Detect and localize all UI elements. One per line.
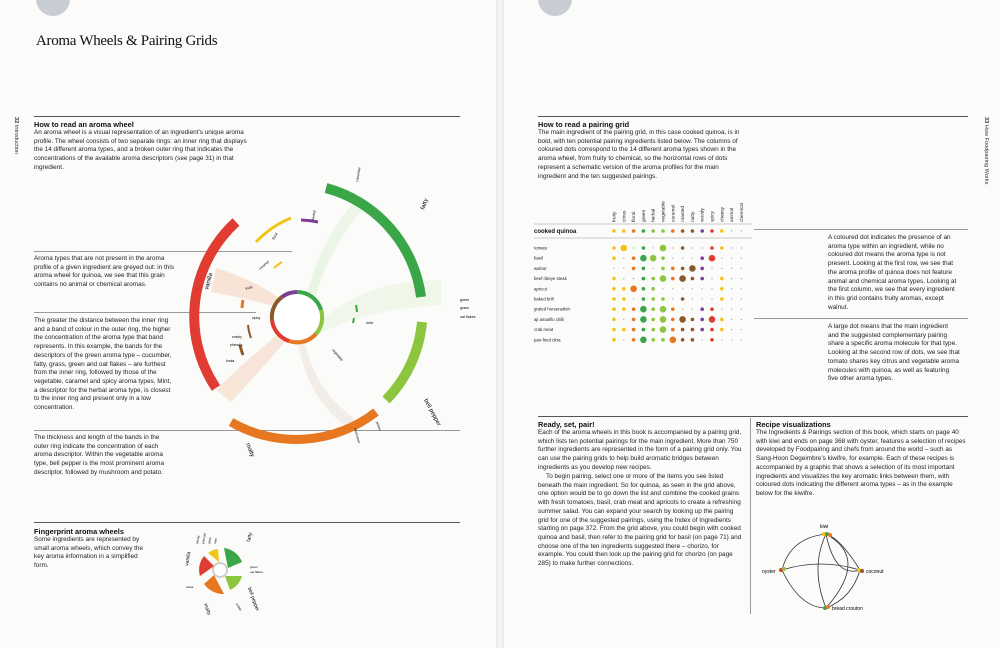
- left-page: [0, 0, 496, 648]
- grid-dot: [679, 275, 686, 282]
- grid-column-header: herbal: [651, 208, 657, 222]
- grid-dot: [691, 229, 695, 233]
- grid-row-label: walnut: [534, 265, 547, 271]
- grid-dot: [741, 268, 742, 269]
- grid-dot: [741, 288, 742, 289]
- grid-dot: [731, 268, 732, 269]
- grid-dot: [660, 316, 667, 323]
- label-phenolic: phenolic: [230, 343, 243, 347]
- grid-dot: [623, 339, 624, 340]
- grid-dot: [741, 329, 742, 330]
- grid-dot: [633, 247, 634, 248]
- grid-dot: [661, 267, 665, 271]
- grid-dot: [681, 297, 685, 301]
- how-grid-body: The main ingredient of the pairing grid, in this case cooked quinoa, is in bold, with ten potential pairing ingredients listed below. The columns of coloured dots correspond to the 14 different aroma types shown in the aroma wheel, from fruity to chemical, so the horizontal rows of dots represent a schematic version of the aroma profiles for the main ingredient and the ten suggested pairings.: [538, 129, 740, 180]
- how-wheel-heading: How to read an aroma wheel: [34, 120, 134, 129]
- grid-dot: [710, 246, 714, 250]
- grid-dot: [621, 245, 628, 252]
- node-bread-crouton: bread crouton: [832, 606, 863, 612]
- label-herbal: herbal: [311, 210, 317, 221]
- grid-dot: [653, 247, 654, 248]
- grid-dot: [720, 328, 724, 332]
- grid-dot: [622, 287, 626, 291]
- grid-dot: [682, 258, 683, 259]
- label-mushroom: mushroom: [353, 427, 362, 444]
- column-divider: [750, 418, 751, 614]
- grid-dot: [672, 247, 673, 248]
- grid-dot: [671, 277, 675, 281]
- inner-ring: [272, 292, 322, 342]
- label-tonka: tonka: [226, 359, 235, 363]
- grid-dot: [692, 298, 693, 299]
- grid-dot: [741, 247, 742, 248]
- grid-dot: [691, 338, 695, 342]
- section-name-right: How Foodpairing Works: [983, 124, 989, 185]
- grid-dot: [691, 277, 695, 281]
- grid-dot: [741, 258, 742, 259]
- grid-dot: [632, 229, 636, 233]
- grid-dot: [670, 337, 677, 344]
- grid-row-label: grated horseradish: [534, 306, 570, 312]
- grid-dot: [720, 297, 724, 301]
- grid-dot: [640, 306, 647, 313]
- grid-dot: [660, 326, 667, 333]
- grid-dot: [612, 307, 616, 311]
- label-grass: grass: [460, 306, 469, 310]
- grid-dot: [731, 247, 732, 248]
- grid-dot: [632, 328, 636, 332]
- grid-dot: [632, 256, 636, 260]
- grid-column-header: green: [641, 209, 647, 222]
- grid-dot: [681, 328, 685, 332]
- grid-dot: [671, 229, 675, 233]
- grid-dot: [642, 297, 646, 301]
- label-spicy: spicy: [252, 316, 261, 320]
- label-caramel: caramel: [258, 259, 270, 271]
- grid-dot: [672, 258, 673, 259]
- fp-label-malty: malty: [202, 602, 212, 616]
- label-floral: floral: [271, 232, 279, 241]
- grid-dot: [642, 277, 646, 281]
- grid-rule: [538, 116, 968, 117]
- grid-dot: [661, 229, 665, 233]
- grid-dot: [661, 256, 665, 260]
- grid-dot: [710, 328, 714, 332]
- grid-dot: [700, 328, 704, 332]
- right-page: [504, 0, 1000, 648]
- grid-dot: [679, 316, 686, 323]
- grid-dot: [672, 288, 673, 289]
- grid-dot: [612, 256, 616, 260]
- label-smoky: smoky: [232, 335, 242, 339]
- grid-dot: [632, 267, 636, 271]
- grid-dot: [623, 319, 624, 320]
- fp-label-phenolic: phenolic: [201, 532, 207, 545]
- fp-label-smoky: smoky: [195, 534, 201, 545]
- fp-label-green: green: [250, 565, 258, 569]
- fingerprint-body: Some ingredients are represented by small aroma wheels, which convey the key aroma information in a simplified form.: [34, 536, 144, 570]
- label-malty: malty: [244, 442, 256, 459]
- grid-dot: [651, 328, 655, 332]
- grid-row-label: pan-fried okra: [534, 337, 561, 343]
- grid-dot: [662, 288, 663, 289]
- grid-dot: [692, 247, 693, 248]
- grid-dot: [741, 298, 742, 299]
- grid-dot: [623, 268, 624, 269]
- grid-dot: [682, 309, 683, 310]
- page-number-right: 33: [983, 117, 989, 124]
- grid-dot: [640, 316, 647, 323]
- grid-dot: [632, 318, 636, 322]
- node-coconut: coconut: [866, 569, 884, 575]
- grid-dot: [640, 255, 647, 262]
- grid-row-label: aji amarillo chilli: [534, 316, 565, 322]
- grid-dot: [700, 229, 704, 233]
- grid-dot: [661, 338, 665, 342]
- section-name: Introduction: [13, 124, 19, 155]
- grid-dot: [642, 328, 646, 332]
- grid-dot: [702, 298, 703, 299]
- label-potato: potato: [375, 420, 383, 432]
- grid-dot: [651, 338, 655, 342]
- grid-dot: [612, 318, 616, 322]
- grid-dot: [642, 246, 646, 250]
- grid-dot: [700, 267, 704, 271]
- label-vegetable: vegetable: [331, 348, 344, 362]
- grid-dot: [710, 229, 714, 233]
- node-kiwi: kiwi: [820, 524, 829, 530]
- grid-dot: [660, 245, 667, 252]
- grid-dot: [671, 267, 675, 271]
- recipe-visualization: [760, 518, 900, 618]
- grid-dot: [702, 247, 703, 248]
- grid-dot: [651, 297, 655, 301]
- grid-column-header: vegetable: [661, 201, 667, 222]
- grid-dot: [681, 267, 685, 271]
- grid-dot: [720, 246, 724, 250]
- grid-dot: [651, 287, 655, 291]
- grid-dot: [702, 288, 703, 289]
- pale-bands: [211, 195, 441, 430]
- grid-dot: [710, 307, 714, 311]
- grid-dot: [681, 246, 685, 250]
- fp-label-spicy: spicy: [207, 536, 213, 545]
- grid-dot: [700, 307, 704, 311]
- grid-dot: [660, 275, 667, 282]
- grid-dot: [651, 277, 655, 281]
- page-number: 32: [13, 117, 19, 124]
- grid-dot: [692, 288, 693, 289]
- note-distance: The greater the distance between the inner ring and a band of colour in the outer ring, the higher the concentration of the aroma type that band represents. In this example, the bands for the descriptors of the green aroma type – cucumber, fatty, grass, green and oat flakes – are furthest from the inner ring, followed by those of the vegetable, caramel and spicy aroma types. Mint, a descriptor for the herbal aroma type, is closest to the inner ring and present only in a low concentration.: [34, 317, 172, 412]
- grid-dot: [660, 306, 667, 313]
- grid-dot: [731, 329, 732, 330]
- grid-dot: [700, 318, 704, 322]
- grid-dot: [612, 338, 616, 342]
- label-green: green: [460, 298, 470, 302]
- grid-dot: [741, 309, 742, 310]
- pairing-grid: [534, 188, 754, 358]
- grid-dot: [721, 258, 722, 259]
- grid-dot: [709, 316, 716, 323]
- recipe-links: [782, 534, 860, 608]
- grid-dot: [731, 319, 732, 320]
- grid-dot: [720, 229, 724, 233]
- grid-column-header: citrus: [622, 210, 628, 222]
- aroma-wheel: [186, 160, 476, 470]
- grid-dot: [731, 278, 732, 279]
- page-tab-marker-right: [538, 0, 572, 16]
- page-title: Aroma Wheels & Pairing Grids: [36, 33, 218, 49]
- note-thickness: The thickness and length of the bands in the outer ring indicate the concentration of each aroma descriptor. Within the vegetable aroma type, bell pepper is the most prominent aroma descriptor, followed by mushroom and potato.: [34, 434, 165, 476]
- note-coloured: A coloured dot indicates the presence of an aroma type within an ingredient, while no coloured dot means the aroma type is not present. Looking at the first row, we see that the aroma profile of quinoa does not feature animal and chemical aroma types. Looking at the first column, we see that every ingredient in this grid contains fruity aromas, except walnut.: [828, 234, 957, 311]
- grid-dot: [731, 309, 732, 310]
- how-grid-heading: How to read a pairing grid: [538, 120, 630, 129]
- grid-column-header: animal: [730, 207, 736, 222]
- note-grey: Aroma types that are not present in the aroma profile of a given ingredient are greyed out: in this aroma wheel for quinoa, we see that this grain contains no animal or chemical aromas.: [34, 255, 174, 289]
- grid-dot: [622, 328, 626, 332]
- grid-dot: [632, 307, 636, 311]
- grid-dot: [623, 258, 624, 259]
- grid-dot: [711, 298, 712, 299]
- grid-dot: [691, 328, 695, 332]
- grid-dot: [741, 278, 742, 279]
- fingerprint-heading: Fingerprint aroma wheels: [34, 527, 124, 536]
- node-oyster: oyster: [762, 569, 776, 575]
- grid-row-label: baked brill: [534, 296, 554, 302]
- grid-column-header: woody: [700, 208, 706, 222]
- grid-dot: [710, 338, 714, 342]
- note-rule-large: [754, 318, 968, 319]
- grid-dot: [681, 338, 685, 342]
- grid-row-label: crab meat: [534, 327, 554, 333]
- grid-dot: [671, 328, 675, 332]
- grid-dot: [692, 309, 693, 310]
- grid-dot: [721, 309, 722, 310]
- label-fruity: fruity: [244, 284, 254, 291]
- grid-main-ingredient: cooked quinoa: [534, 229, 577, 235]
- grid-dot: [651, 318, 655, 322]
- grid-column-header: fruity: [612, 211, 618, 222]
- grid-column-header: cheesy: [720, 206, 726, 222]
- grid-row-label: apricot: [534, 286, 547, 292]
- grid-dot: [642, 287, 646, 291]
- grid-column-header: roasted: [681, 206, 687, 222]
- grid-dot: [651, 307, 655, 311]
- grid-dot: [642, 229, 646, 233]
- section-rule: [34, 116, 460, 117]
- recipe-heading: Recipe visualizations: [756, 420, 831, 429]
- grid-dot: [623, 278, 624, 279]
- grid-dot: [731, 230, 732, 231]
- grid-dot: [709, 255, 716, 262]
- label-oat-flakes: oat flakes: [460, 315, 476, 319]
- grid-dot: [653, 268, 654, 269]
- fp-label-mint: mint: [213, 537, 218, 545]
- grid-dot: [689, 265, 696, 272]
- grid-dot: [741, 319, 742, 320]
- bottom-rule: [538, 416, 968, 417]
- grid-dot: [633, 298, 634, 299]
- grid-dot: [651, 229, 655, 233]
- grid-dot: [700, 256, 704, 260]
- grid-dot: [642, 267, 646, 271]
- grid-dot: [700, 277, 704, 281]
- label-bell-pepper: bell pepper: [422, 398, 442, 428]
- grid-dot: [682, 288, 683, 289]
- grid-dot: [672, 298, 673, 299]
- grid-dot: [612, 297, 616, 301]
- grid-dot: [711, 268, 712, 269]
- recipe-body: The Ingredients & Pairings section of this book, which starts on page 40 with kiwi and ends on page 368 with oyster, features a selection of recipes developed by Foodpairing and chefs from around the world – such as Sang-Hoon Degeimbre’s kiwifre, for example. Each of these recipes is accompanied by a graphic that shows a selection of its most important ingredients and visualizes the key aromatic links between them, with coloured dots indicating the different aroma types – as in the example below for the kiwifre.: [756, 429, 966, 497]
- grid-dot: [613, 268, 614, 269]
- ready-heading: Ready, set, pair!: [538, 420, 595, 429]
- ready-body-1: Each of the aroma wheels in this book is accompanied by a pairing grid, which lists ten potential pairings for the main ingredient. More than 750 further ingredients are represented in the form of a pairing grid only. You can use the pairing grids to help build aromatic bridges between ingredients as you develop new recipes.: [538, 429, 742, 471]
- grid-dot: [711, 288, 712, 289]
- fingerprint-wheel: [178, 518, 288, 618]
- grid-dot: [661, 297, 665, 301]
- grid-dot: [720, 287, 724, 291]
- grid-dot: [720, 318, 724, 322]
- fp-label-oat-flakes: oat flakes: [250, 570, 263, 574]
- grid-dot: [671, 318, 675, 322]
- grid-dot: [650, 255, 657, 262]
- label-fatty: fatty: [420, 197, 430, 211]
- grid-row-label: basil: [534, 255, 543, 261]
- grid-dot: [731, 288, 732, 289]
- grid-dot: [711, 278, 712, 279]
- grid-dot: [720, 277, 724, 281]
- grid-dot: [630, 286, 637, 293]
- grid-dot: [691, 318, 695, 322]
- note-large: A large dot means that the main ingredient and the suggested complementary pairing share a specific aroma molecule for that type. Looking at the second row of dots, we see that tomato shares key citrus and vegetable aroma molecules with quinoa, as well as featuring five other aroma types.: [828, 323, 960, 383]
- ready-body-2: To begin pairing, select one or more of the items you see listed beneath the main ingredient. So for quinoa, as seen in the grid above, one option would be to go down the list and combine the cooked grains with fresh tomatoes, basil, crab meat and apricots to create a refreshing summer salad. You can expand your search by looking up the pairing grid for one of the suggested pairings, using the Index of Ingredients starting on page 372. From the grid above, you could begin with cooked quinoa and basil, then refer to the pairing grid for basil (on page 71) and choose one of the ten ingredients suggested there – chorizo, for example. You could then look up the pairing grid for chorizo (on page 285) to make further connections.: [538, 473, 742, 568]
- fp-label-bell-pepper: bell pepper: [246, 586, 261, 612]
- grid-dot: [612, 328, 616, 332]
- grid-dot: [731, 258, 732, 259]
- grid-dot: [692, 258, 693, 259]
- grid-dot: [622, 307, 626, 311]
- grid-column-header: spicy: [710, 211, 716, 222]
- grid-column-header: chemical: [739, 203, 745, 222]
- grid-dot: [681, 229, 685, 233]
- grid-dot: [741, 339, 742, 340]
- grid-dot: [640, 337, 647, 344]
- grid-dot: [612, 246, 616, 250]
- fp-label-tonka: tonka: [186, 585, 194, 589]
- page-tab-marker: [36, 0, 70, 16]
- fp-label-potato: potato: [235, 602, 243, 612]
- how-wheel-body: An aroma wheel is a visual representation of an ingredient’s unique aroma profile. The wheel consists of two separate rings: an inner ring that displays the 14 different aroma types, and a broken outer ring that indicates the concentrations of the available aroma descriptors (see page 31) in that ingredient.: [34, 129, 247, 171]
- grid-dot: [632, 338, 636, 342]
- grid-dot: [612, 229, 616, 233]
- grid-dot: [731, 298, 732, 299]
- side-label-right: [983, 117, 989, 184]
- grid-dot: [702, 339, 703, 340]
- grid-dot: [622, 297, 626, 301]
- grid-column-header: floral: [632, 211, 638, 222]
- grid-dot: [633, 278, 634, 279]
- grid-dot: [622, 229, 626, 233]
- grid-row-label: beef ribeye steak: [534, 276, 567, 282]
- fp-label-fatty: fatty: [246, 531, 254, 543]
- grid-dot: [721, 339, 722, 340]
- grid-column-header: caramel: [671, 204, 677, 222]
- book-gutter: [496, 0, 504, 648]
- grid-dot: [741, 230, 742, 231]
- grid-dot: [671, 307, 675, 311]
- grid-dot: [612, 277, 616, 281]
- grid-dot: [721, 268, 722, 269]
- label-vanilla: vanilla: [204, 272, 215, 291]
- side-label-left: [13, 117, 19, 154]
- label-mint: mint: [366, 321, 373, 325]
- grid-row-label: tomato: [534, 245, 548, 251]
- fp-label-vanilla: vanilla: [184, 551, 193, 567]
- note-rule-coloured: [754, 229, 968, 230]
- grid-dot: [612, 287, 616, 291]
- grid-dot: [731, 339, 732, 340]
- label-cucumber: cucumber: [355, 166, 362, 183]
- grid-column-header: nutty: [690, 211, 696, 222]
